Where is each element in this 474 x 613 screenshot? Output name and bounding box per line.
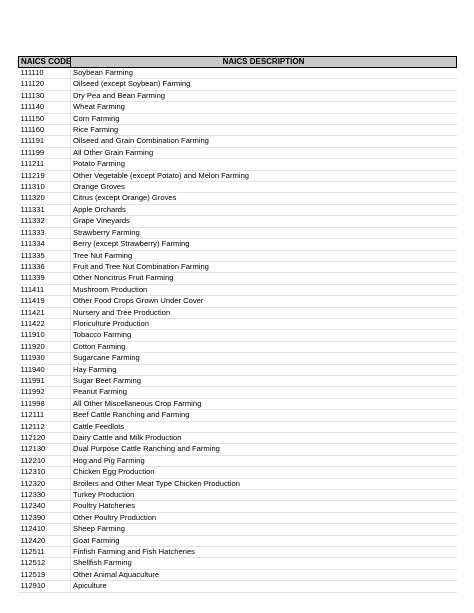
naics-code-cell: 111333 (19, 227, 71, 238)
header-naics-description: NAICS DESCRIPTION (71, 57, 457, 68)
naics-code-cell: 112512 (19, 558, 71, 569)
naics-description-cell: All Other Miscellaneous Crop Farming (71, 398, 457, 409)
naics-code-cell: 111419 (19, 296, 71, 307)
naics-code-cell: 112420 (19, 535, 71, 546)
table-row (19, 478, 457, 489)
table-row (19, 330, 457, 341)
naics-code-cell: 112340 (19, 501, 71, 512)
naics-description-cell: Shellfish Farming (71, 558, 457, 569)
naics-code-cell: 112310 (19, 467, 71, 478)
naics-code-cell: 111191 (19, 136, 71, 147)
table-row (19, 296, 457, 307)
table-row (19, 353, 457, 364)
naics-code-cell: 112390 (19, 512, 71, 523)
naics-description-cell: Berry (except Strawberry) Farming (71, 239, 457, 250)
naics-description-cell: Peanut Farming (71, 387, 457, 398)
table-row (19, 433, 457, 444)
naics-code-cell: 112120 (19, 433, 71, 444)
naics-description-cell: Citrus (except Orange) Groves (71, 193, 457, 204)
naics-description-cell: Oilseed (except Soybean) Farming (71, 79, 457, 90)
table-row (19, 273, 457, 284)
header-row (19, 57, 457, 68)
naics-code-cell: 111332 (19, 216, 71, 227)
naics-description-cell: Soybean Farming (71, 68, 457, 79)
table-row (19, 284, 457, 295)
naics-description-cell: Floriculture Production (71, 318, 457, 329)
naics-description-cell: Goat Farming (71, 535, 457, 546)
table-row (19, 490, 457, 501)
naics-code-cell: 111140 (19, 102, 71, 113)
naics-description-cell: Hog and Pig Farming (71, 455, 457, 466)
table-row (19, 455, 457, 466)
table-row (19, 318, 457, 329)
naics-description-cell: Fruit and Tree Nut Combination Farming (71, 261, 457, 272)
table-row (19, 113, 457, 124)
naics-description-cell: Beef Cattle Ranching and Farming (71, 410, 457, 421)
naics-code-cell: 111120 (19, 79, 71, 90)
naics-code-cell: 112511 (19, 547, 71, 558)
naics-description-cell: Finfish Farming and Fish Hatcheries (71, 547, 457, 558)
table-row (19, 535, 457, 546)
naics-description-cell: Dual Purpose Cattle Ranching and Farming (71, 444, 457, 455)
naics-code-cell: 111320 (19, 193, 71, 204)
naics-code-cell: 112519 (19, 569, 71, 580)
table-row (19, 364, 457, 375)
naics-code-cell: 111920 (19, 341, 71, 352)
naics-code-cell: 111422 (19, 318, 71, 329)
naics-code-cell: 112320 (19, 478, 71, 489)
naics-description-cell: Apiculture (71, 581, 457, 592)
naics-code-cell: 111331 (19, 204, 71, 215)
table-body (19, 68, 457, 593)
table-row (19, 410, 457, 421)
table-row (19, 79, 457, 90)
naics-description-cell: Strawberry Farming (71, 227, 457, 238)
table-row (19, 125, 457, 136)
naics-description-cell: Chicken Egg Production (71, 467, 457, 478)
naics-description-cell: Wheat Farming (71, 102, 457, 113)
naics-code-cell: 112910 (19, 581, 71, 592)
naics-code-cell: 111940 (19, 364, 71, 375)
naics-description-cell: Cotton Farming (71, 341, 457, 352)
table-row (19, 68, 457, 79)
naics-description-cell: Sheep Farming (71, 524, 457, 535)
naics-code-cell: 111991 (19, 375, 71, 386)
naics-description-cell: Rice Farming (71, 125, 457, 136)
naics-description-cell: Tobacco Farming (71, 330, 457, 341)
naics-code-cell: 111199 (19, 147, 71, 158)
naics-code-cell: 111110 (19, 68, 71, 79)
table-row (19, 501, 457, 512)
table-row (19, 547, 457, 558)
naics-description-cell: Other Vegetable (except Potato) and Melon Farming (71, 170, 457, 181)
naics-description-cell: Broilers and Other Meat Type Chicken Production (71, 478, 457, 489)
naics-code-cell: 111411 (19, 284, 71, 295)
naics-code-cell: 111334 (19, 239, 71, 250)
table-row (19, 170, 457, 181)
naics-code-cell: 112130 (19, 444, 71, 455)
table-row (19, 581, 457, 592)
table-row (19, 467, 457, 478)
naics-description-cell: Other Poultry Production (71, 512, 457, 523)
naics-description-cell: Grape Vineyards (71, 216, 457, 227)
table-row (19, 159, 457, 170)
table-row (19, 341, 457, 352)
naics-code-cell: 111211 (19, 159, 71, 170)
table-row (19, 147, 457, 158)
naics-code-cell: 111130 (19, 90, 71, 101)
naics-description-cell: Other Food Crops Grown Under Cover (71, 296, 457, 307)
naics-code-cell: 112410 (19, 524, 71, 535)
table-row (19, 375, 457, 386)
table-row (19, 102, 457, 113)
table-row (19, 261, 457, 272)
naics-code-cell: 111150 (19, 113, 71, 124)
table-row (19, 239, 457, 250)
naics-code-cell: 112330 (19, 490, 71, 501)
naics-description-cell: Other Noncitrus Fruit Farming (71, 273, 457, 284)
naics-description-cell: Cattle Feedlots (71, 421, 457, 432)
naics-code-cell: 111998 (19, 398, 71, 409)
naics-description-cell: Tree Nut Farming (71, 250, 457, 261)
naics-description-cell: Corn Farming (71, 113, 457, 124)
naics-description-cell: Sugar Beet Farming (71, 375, 457, 386)
naics-code-cell: 111310 (19, 182, 71, 193)
naics-code-cell: 111992 (19, 387, 71, 398)
naics-code-cell: 112111 (19, 410, 71, 421)
table-row (19, 421, 457, 432)
naics-code-cell: 111930 (19, 353, 71, 364)
table-row (19, 398, 457, 409)
naics-description-cell: Mushroom Production (71, 284, 457, 295)
naics-description-cell: Sugarcane Farming (71, 353, 457, 364)
header-naics-code: NAICS CODE (19, 57, 71, 68)
table-row (19, 512, 457, 523)
table-row (19, 136, 457, 147)
table-row (19, 387, 457, 398)
naics-description-cell: Nursery and Tree Production (71, 307, 457, 318)
table-row (19, 307, 457, 318)
table-row (19, 250, 457, 261)
naics-code-cell: 112210 (19, 455, 71, 466)
table-row (19, 204, 457, 215)
naics-code-cell: 111339 (19, 273, 71, 284)
naics-code-cell: 111336 (19, 261, 71, 272)
naics-code-cell: 111160 (19, 125, 71, 136)
table-row (19, 90, 457, 101)
naics-description-cell: Other Animal Aquaculture (71, 569, 457, 580)
table-row (19, 182, 457, 193)
naics-code-cell: 111219 (19, 170, 71, 181)
table-row (19, 444, 457, 455)
naics-description-cell: Potato Farming (71, 159, 457, 170)
naics-description-cell: Dairy Cattle and Milk Production (71, 433, 457, 444)
naics-code-cell: 111910 (19, 330, 71, 341)
naics-description-cell: Poultry Hatcheries (71, 501, 457, 512)
table-row (19, 216, 457, 227)
naics-sheet (18, 56, 456, 593)
naics-description-cell: Apple Orchards (71, 204, 457, 215)
naics-description-cell: Oilseed and Grain Combination Farming (71, 136, 457, 147)
table-row (19, 227, 457, 238)
table-row (19, 569, 457, 580)
naics-description-cell: All Other Grain Farming (71, 147, 457, 158)
naics-table (18, 56, 457, 593)
naics-code-cell: 112112 (19, 421, 71, 432)
naics-description-cell: Turkey Production (71, 490, 457, 501)
table-row (19, 524, 457, 535)
naics-code-cell: 111421 (19, 307, 71, 318)
table-row (19, 558, 457, 569)
naics-description-cell: Orange Groves (71, 182, 457, 193)
naics-code-cell: 111335 (19, 250, 71, 261)
table-row (19, 193, 457, 204)
naics-description-cell: Hay Farming (71, 364, 457, 375)
naics-description-cell: Dry Pea and Bean Farming (71, 90, 457, 101)
